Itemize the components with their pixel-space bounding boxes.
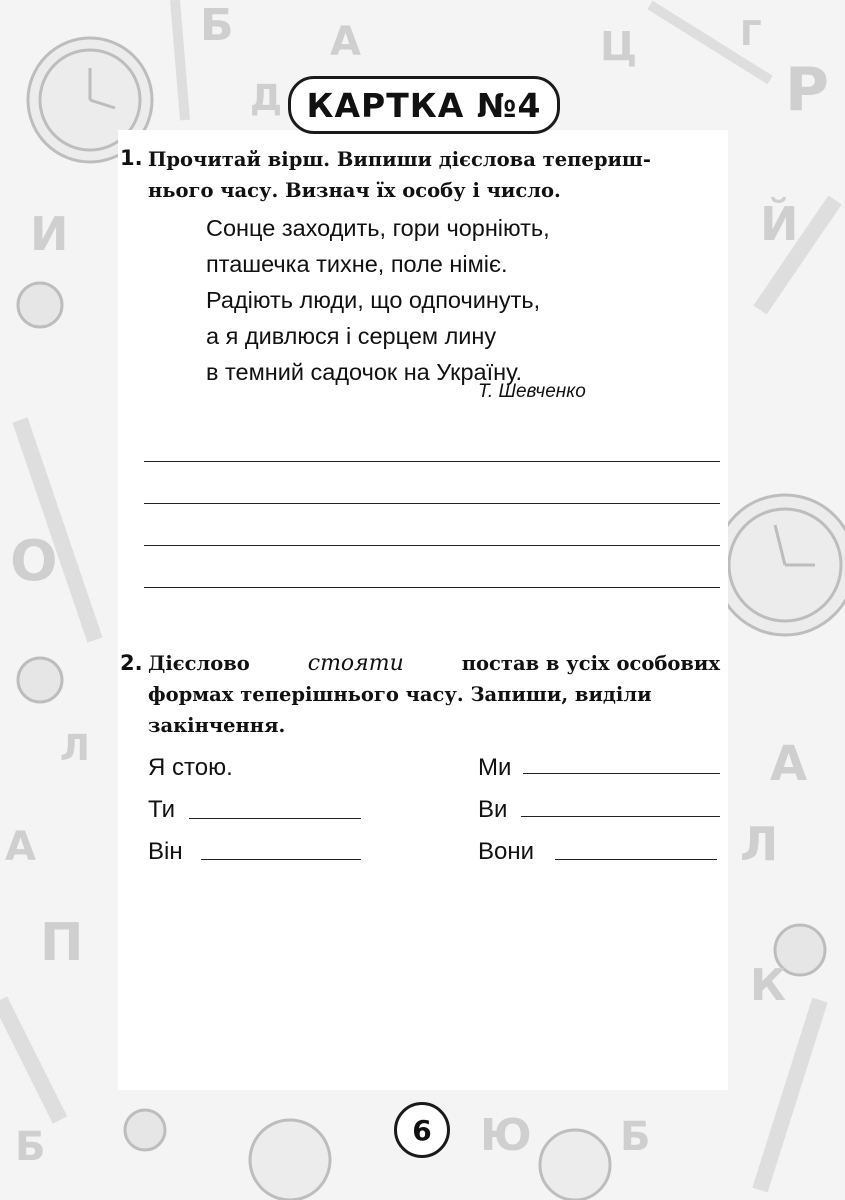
poem-line: в темний садочок на Україну. [206, 359, 523, 385]
page-number: 6 [394, 1102, 450, 1158]
form-vy-line[interactable] [521, 816, 720, 817]
poem-line: а я дивлюся і серцем лину [206, 323, 497, 349]
form-ty-label: Ти [148, 796, 176, 823]
svg-text:Р: Р [785, 55, 829, 125]
form-ya: Я стою. [148, 754, 233, 781]
svg-text:Б: Б [620, 1114, 651, 1160]
task-2-line-1 [148, 648, 720, 679]
svg-text:А: А [330, 19, 361, 65]
answer-line[interactable] [144, 503, 720, 504]
poem-author: Т. Шевченко [478, 381, 586, 402]
verb-stoiaty: стояти [307, 651, 404, 676]
card-title: КАРТКА №4 [288, 76, 560, 134]
svg-text:К: К [750, 960, 786, 1011]
form-vy-label: Ви [478, 796, 508, 823]
form-my-label: Ми [478, 754, 512, 781]
svg-text:А: А [770, 736, 808, 792]
task-2-number: 2. [120, 651, 143, 675]
task-1-instruction [148, 144, 723, 206]
poem-line: пташечка тихне, поле німіє. [206, 251, 508, 277]
form-vin-line[interactable] [201, 859, 361, 860]
form-vin-label: Він [148, 838, 183, 865]
poem-line: Сонце заходить, гори чорніють, [206, 215, 550, 241]
svg-text:Б: Б [200, 0, 234, 51]
svg-text:А: А [5, 824, 36, 870]
poem-line: Радіють люди, що одпочинуть, [206, 287, 541, 313]
task-2-line-2: формах теперішнього часу. Запиши, виділи [148, 683, 652, 706]
task-1-number: 1. [120, 146, 143, 170]
svg-text:Б: Б [15, 1124, 46, 1170]
svg-text:Л: Л [740, 817, 779, 871]
svg-text:Ю: Ю [480, 1110, 532, 1161]
form-vony-label: Вони [478, 838, 535, 865]
poem [206, 210, 550, 390]
answer-line[interactable] [144, 461, 720, 462]
svg-text:Д: Д [250, 78, 283, 119]
task-2-line-1-start: Дієслово [148, 652, 250, 675]
form-my-line[interactable] [523, 773, 720, 774]
svg-text:О: О [10, 529, 58, 594]
svg-text:П: П [40, 913, 84, 973]
answer-line[interactable] [144, 545, 720, 546]
task-2-line-1-end: постав в усіх особових [461, 652, 720, 675]
task-2-instruction [148, 648, 720, 741]
form-vony-line[interactable] [555, 859, 717, 860]
svg-text:И: И [30, 207, 69, 261]
svg-text:Г: Г [740, 14, 762, 54]
svg-text:Ц: Ц [600, 24, 638, 70]
form-ty-line[interactable] [189, 818, 361, 819]
task-2-line-3: закінчення. [148, 714, 286, 737]
svg-text:Л: Л [60, 728, 90, 769]
svg-text:Й: Й [760, 197, 799, 251]
task-1-line-2: нього часу. Визнач їх особу і число. [148, 179, 561, 202]
answer-line[interactable] [144, 587, 720, 588]
task-1-line-1: Прочитай вірш. Випиши дієслова тепериш- [148, 148, 651, 171]
